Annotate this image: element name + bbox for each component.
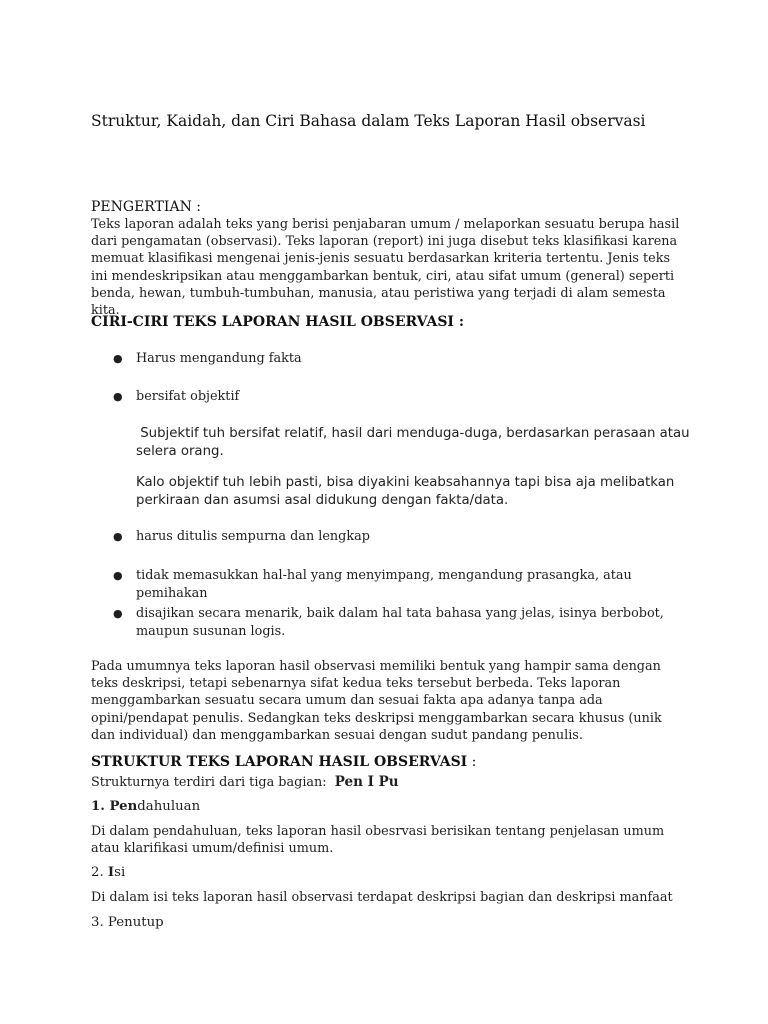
list-item (113, 567, 681, 603)
struktur-heading-text: STRUKTUR TEKS LAPORAN HASIL OBSERVASI (91, 754, 468, 770)
section-label-bold: I (107, 865, 115, 880)
bullet-icon: ● (113, 352, 123, 365)
section-label-rest: Penutup (107, 915, 164, 930)
list-item (113, 388, 681, 406)
list-item-text: bersifat objektif (136, 389, 240, 404)
list-item (113, 350, 681, 368)
pengertian-heading: PENGERTIAN : (91, 199, 201, 215)
section-heading-pendahuluan (91, 798, 681, 815)
section-description-pendahuluan: Di dalam pendahuluan, teks laporan hasil obesrvasi berisikan tentang penjelasan umum atau klarifikasi umum/definisi umum. (91, 824, 665, 857)
bullet-icon: ● (113, 569, 123, 582)
list-item (113, 605, 681, 641)
list-item-text: tidak memasukkan hal-hal yang menyimpang, mengandung prasangka, atau pemihakan (136, 568, 632, 601)
section-label-bold: Pen (109, 799, 138, 814)
struktur-heading (91, 754, 476, 770)
bullet-icon: ● (113, 530, 123, 543)
section-heading-penutup (91, 914, 681, 931)
closing-paragraph: Pada umumnya teks laporan hasil observasi memiliki bentuk yang hampir sama dengan teks deskripsi, tetapi sebenarnya sifat kedua teks tersebut berbeda. Teks laporan menggambarkan sesuatu secara umum dan sesuai fakta apa adanya tanpa ada opini/pendapat penulis. Sedangkan teks deskripsi menggambarkan secara khusus (unik dan individual) dan menggambarkan sesuai dengan sudut pandang penulis. (91, 659, 662, 743)
list-item-text: Harus mengandung fakta (136, 351, 302, 366)
struktur-heading-suffix: : (467, 754, 477, 770)
pengertian-paragraph: Teks laporan adalah teks yang berisi penjabaran umum / melaporkan sesuatu berupa hasil dari pengamatan (observasi). Teks laporan (report) ini juga disebut teks klasifikasi karena memuat klasifikasi mengenai jenis-jenis sesuatu berdasarkan kriteria tertentu. Jenis teks ini mendeskripsikan atau menggambarkan bentuk, ciri, atau sifat umum (general) seperti benda, hewan, tumbuh-tumbuhan, manusia, atau peristiwa yang terjadi di alam semesta kita. (91, 217, 680, 319)
struktur-intro-bold: Pen I Pu (334, 774, 399, 790)
section-number: 3. (91, 915, 108, 930)
objektif-note-subjektif: Subjektif tuh bersifat relatif, hasil dari menduga-duga, berdasarkan perasaan atau selera orang. (136, 426, 694, 459)
objektif-note-objektif: Kalo objektif tuh lebih pasti, bisa diyakini keabsahannya tapi bisa aja melibatkan perkiraan dan asumsi asal didukung dengan fakta/data. (136, 475, 675, 508)
pengertian-section (91, 198, 681, 319)
document-title: Struktur, Kaidah, dan Ciri Bahasa dalam Teks Laporan Hasil observasi (91, 112, 646, 130)
section-description-isi: Di dalam isi teks laporan hasil observasi terdapat deskripsi bagian dan deskripsi manfaat (91, 890, 673, 905)
bullet-icon: ● (113, 390, 123, 403)
list-item-text: harus ditulis sempurna dan lengkap (136, 529, 370, 544)
bullet-icon: ● (113, 607, 123, 620)
section-heading-isi (91, 864, 681, 881)
section-label-rest: dahuluan (137, 799, 201, 814)
struktur-intro-text: Strukturnya terdiri dari tiga bagian: (91, 775, 335, 790)
struktur-intro (91, 774, 681, 791)
list-item-text: disajikan secara menarik, baik dalam hal tata bahasa yang jelas, isinya berbobot, maupun susunan logis. (136, 606, 664, 639)
section-number: 2. (91, 865, 108, 880)
list-item (113, 528, 681, 546)
section-label-rest: si (114, 865, 126, 880)
ciri-ciri-heading: CIRI-CIRI TEKS LAPORAN HASIL OBSERVASI : (91, 314, 465, 330)
section-number: 1. (91, 799, 110, 814)
